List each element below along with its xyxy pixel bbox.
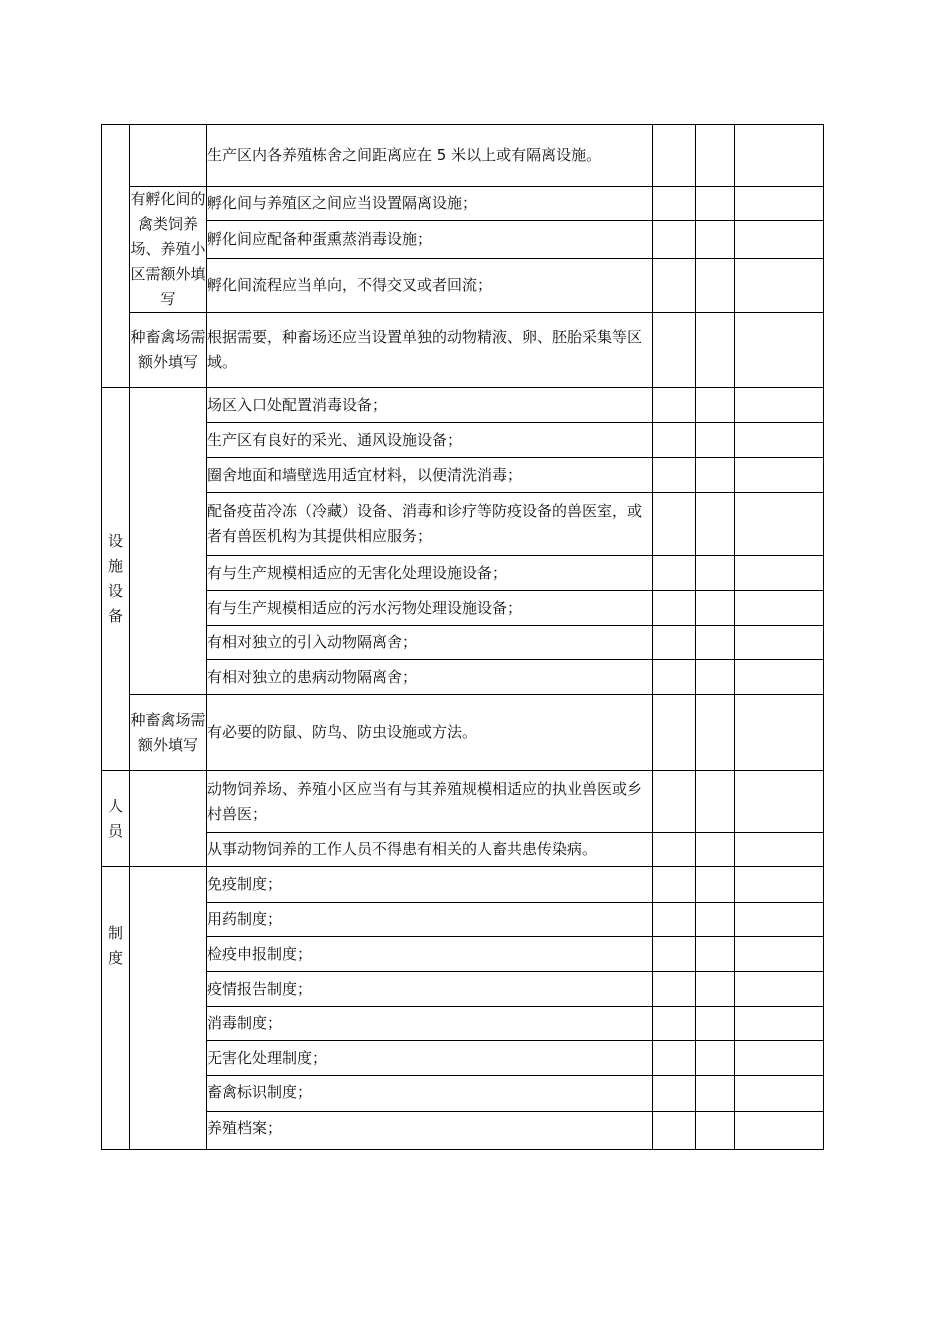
check-cell[interactable] <box>696 458 735 493</box>
check-cell[interactable] <box>653 972 696 1007</box>
check-cell[interactable] <box>653 313 696 388</box>
table-row <box>102 1041 824 1076</box>
table-row <box>102 125 824 187</box>
item-text: 有与生产规模相适应的无害化处理设施设备； <box>207 556 653 591</box>
table-row <box>102 660 824 695</box>
check-cell[interactable] <box>653 937 696 972</box>
check-cell[interactable] <box>696 1112 735 1150</box>
check-cell[interactable] <box>696 556 735 591</box>
table-row <box>102 1007 824 1041</box>
table-row <box>102 423 824 458</box>
remark-cell[interactable] <box>735 187 824 221</box>
category-cell: 制度 <box>102 867 130 1150</box>
check-cell[interactable] <box>696 903 735 937</box>
subgroup-cell <box>130 388 207 695</box>
item-text: 配备疫苗冷冻（冷藏）设备、消毒和诊疗等防疫设备的兽医室，或者有兽医机构为其提供相应服务； <box>207 493 653 556</box>
table-row <box>102 833 824 867</box>
check-cell[interactable] <box>696 187 735 221</box>
item-text: 孵化间应配备种蛋熏蒸消毒设施； <box>207 221 653 258</box>
remark-cell[interactable] <box>735 1112 824 1150</box>
item-text: 孵化间与养殖区之间应当设置隔离设施； <box>207 187 653 221</box>
check-cell[interactable] <box>696 1041 735 1076</box>
remark-cell[interactable] <box>735 1007 824 1041</box>
item-text: 检疫申报制度； <box>207 937 653 972</box>
table-row <box>102 556 824 591</box>
item-text: 生产区有良好的采光、通风设施设备； <box>207 423 653 458</box>
table-row <box>102 1112 824 1150</box>
remark-cell[interactable] <box>735 591 824 626</box>
table-row <box>102 187 824 221</box>
item-text: 用药制度； <box>207 903 653 937</box>
remark-cell[interactable] <box>735 258 824 312</box>
item-text: 免疫制度； <box>207 867 653 903</box>
remark-cell[interactable] <box>735 972 824 1007</box>
check-cell[interactable] <box>696 125 735 187</box>
check-cell[interactable] <box>653 1007 696 1041</box>
remark-cell[interactable] <box>735 660 824 695</box>
table-row <box>102 458 824 493</box>
table-row <box>102 313 824 388</box>
check-cell[interactable] <box>653 867 696 903</box>
category-cell: 人员 <box>102 771 130 867</box>
table-row <box>102 221 824 258</box>
item-text: 场区入口处配置消毒设备； <box>207 388 653 423</box>
check-cell[interactable] <box>653 187 696 221</box>
check-cell[interactable] <box>696 258 735 312</box>
item-text: 动物饲养场、养殖小区应当有与其养殖规模相适应的执业兽医或乡村兽医； <box>207 771 653 833</box>
item-text: 无害化处理制度； <box>207 1041 653 1076</box>
remark-cell[interactable] <box>735 771 824 833</box>
remark-cell[interactable] <box>735 903 824 937</box>
item-text: 根据需要，种畜场还应当设置单独的动物精液、卵、胚胎采集等区域。 <box>207 313 653 388</box>
item-text: 有与生产规模相适应的污水污物处理设施设备； <box>207 591 653 626</box>
check-cell[interactable] <box>696 1007 735 1041</box>
table-row <box>102 626 824 660</box>
subgroup-cell <box>130 125 207 187</box>
check-cell[interactable] <box>696 388 735 423</box>
check-cell[interactable] <box>696 660 735 695</box>
check-cell[interactable] <box>696 423 735 458</box>
table-row <box>102 258 824 312</box>
check-cell[interactable] <box>696 867 735 903</box>
inspection-checklist-table <box>101 124 824 1150</box>
check-cell[interactable] <box>696 313 735 388</box>
check-cell[interactable] <box>696 626 735 660</box>
remark-cell[interactable] <box>735 423 824 458</box>
table-row <box>102 695 824 771</box>
table-row <box>102 903 824 937</box>
check-cell[interactable] <box>653 125 696 187</box>
table-row <box>102 867 824 903</box>
check-cell[interactable] <box>653 833 696 867</box>
check-cell[interactable] <box>696 833 735 867</box>
check-cell[interactable] <box>696 493 735 556</box>
remark-cell[interactable] <box>735 493 824 556</box>
remark-cell[interactable] <box>735 125 824 187</box>
check-cell[interactable] <box>696 1076 735 1112</box>
check-cell[interactable] <box>696 771 735 833</box>
remark-cell[interactable] <box>735 313 824 388</box>
check-cell[interactable] <box>653 660 696 695</box>
table-row <box>102 493 824 556</box>
table-row <box>102 771 824 833</box>
remark-cell[interactable] <box>735 867 824 903</box>
table-row <box>102 388 824 423</box>
subgroup-cell: 种畜禽场需额外填写 <box>130 313 207 388</box>
check-cell[interactable] <box>653 1041 696 1076</box>
check-cell[interactable] <box>653 556 696 591</box>
check-cell[interactable] <box>696 972 735 1007</box>
check-cell[interactable] <box>653 388 696 423</box>
check-cell[interactable] <box>653 258 696 312</box>
check-cell[interactable] <box>653 458 696 493</box>
remark-cell[interactable] <box>735 1076 824 1112</box>
check-cell[interactable] <box>653 771 696 833</box>
remark-cell[interactable] <box>735 556 824 591</box>
check-cell[interactable] <box>696 591 735 626</box>
table-row <box>102 591 824 626</box>
item-text: 养殖档案； <box>207 1112 653 1150</box>
check-cell[interactable] <box>653 695 696 771</box>
subgroup-cell <box>130 867 207 1150</box>
check-cell[interactable] <box>653 1076 696 1112</box>
check-cell[interactable] <box>653 493 696 556</box>
remark-cell[interactable] <box>735 1041 824 1076</box>
table-row <box>102 972 824 1007</box>
check-cell[interactable] <box>653 591 696 626</box>
item-text: 畜禽标识制度； <box>207 1076 653 1112</box>
check-cell[interactable] <box>653 1112 696 1150</box>
check-cell[interactable] <box>653 423 696 458</box>
subgroup-cell <box>130 771 207 867</box>
check-cell[interactable] <box>653 903 696 937</box>
remark-cell[interactable] <box>735 833 824 867</box>
table-row <box>102 1076 824 1112</box>
item-text: 有相对独立的患病动物隔离舍； <box>207 660 653 695</box>
item-text: 有相对独立的引入动物隔离舍； <box>207 626 653 660</box>
item-text: 从事动物饲养的工作人员不得患有相关的人畜共患传染病。 <box>207 833 653 867</box>
check-cell[interactable] <box>696 937 735 972</box>
check-cell[interactable] <box>696 221 735 258</box>
remark-cell[interactable] <box>735 458 824 493</box>
table-row <box>102 937 824 972</box>
check-cell[interactable] <box>696 695 735 771</box>
check-cell[interactable] <box>653 221 696 258</box>
remark-cell[interactable] <box>735 937 824 972</box>
item-text: 疫情报告制度； <box>207 972 653 1007</box>
category-cell: 设施设备 <box>102 388 130 771</box>
remark-cell[interactable] <box>735 695 824 771</box>
item-text: 孵化间流程应当单向，不得交叉或者回流； <box>207 258 653 312</box>
item-text: 有必要的防鼠、防鸟、防虫设施或方法。 <box>207 695 653 771</box>
remark-cell[interactable] <box>735 221 824 258</box>
category-cell <box>102 125 130 388</box>
subgroup-cell: 种畜禽场需额外填写 <box>130 695 207 771</box>
item-text: 生产区内各养殖栋舍之间距离应在 5 米以上或有隔离设施。 <box>207 125 653 187</box>
item-text: 圈舍地面和墙壁选用适宜材料，以便清洗消毒； <box>207 458 653 493</box>
remark-cell[interactable] <box>735 388 824 423</box>
subgroup-cell: 有孵化间的禽类饲养场、养殖小区需额外填写 <box>130 187 207 313</box>
item-text: 消毒制度； <box>207 1007 653 1041</box>
check-cell[interactable] <box>653 626 696 660</box>
remark-cell[interactable] <box>735 626 824 660</box>
